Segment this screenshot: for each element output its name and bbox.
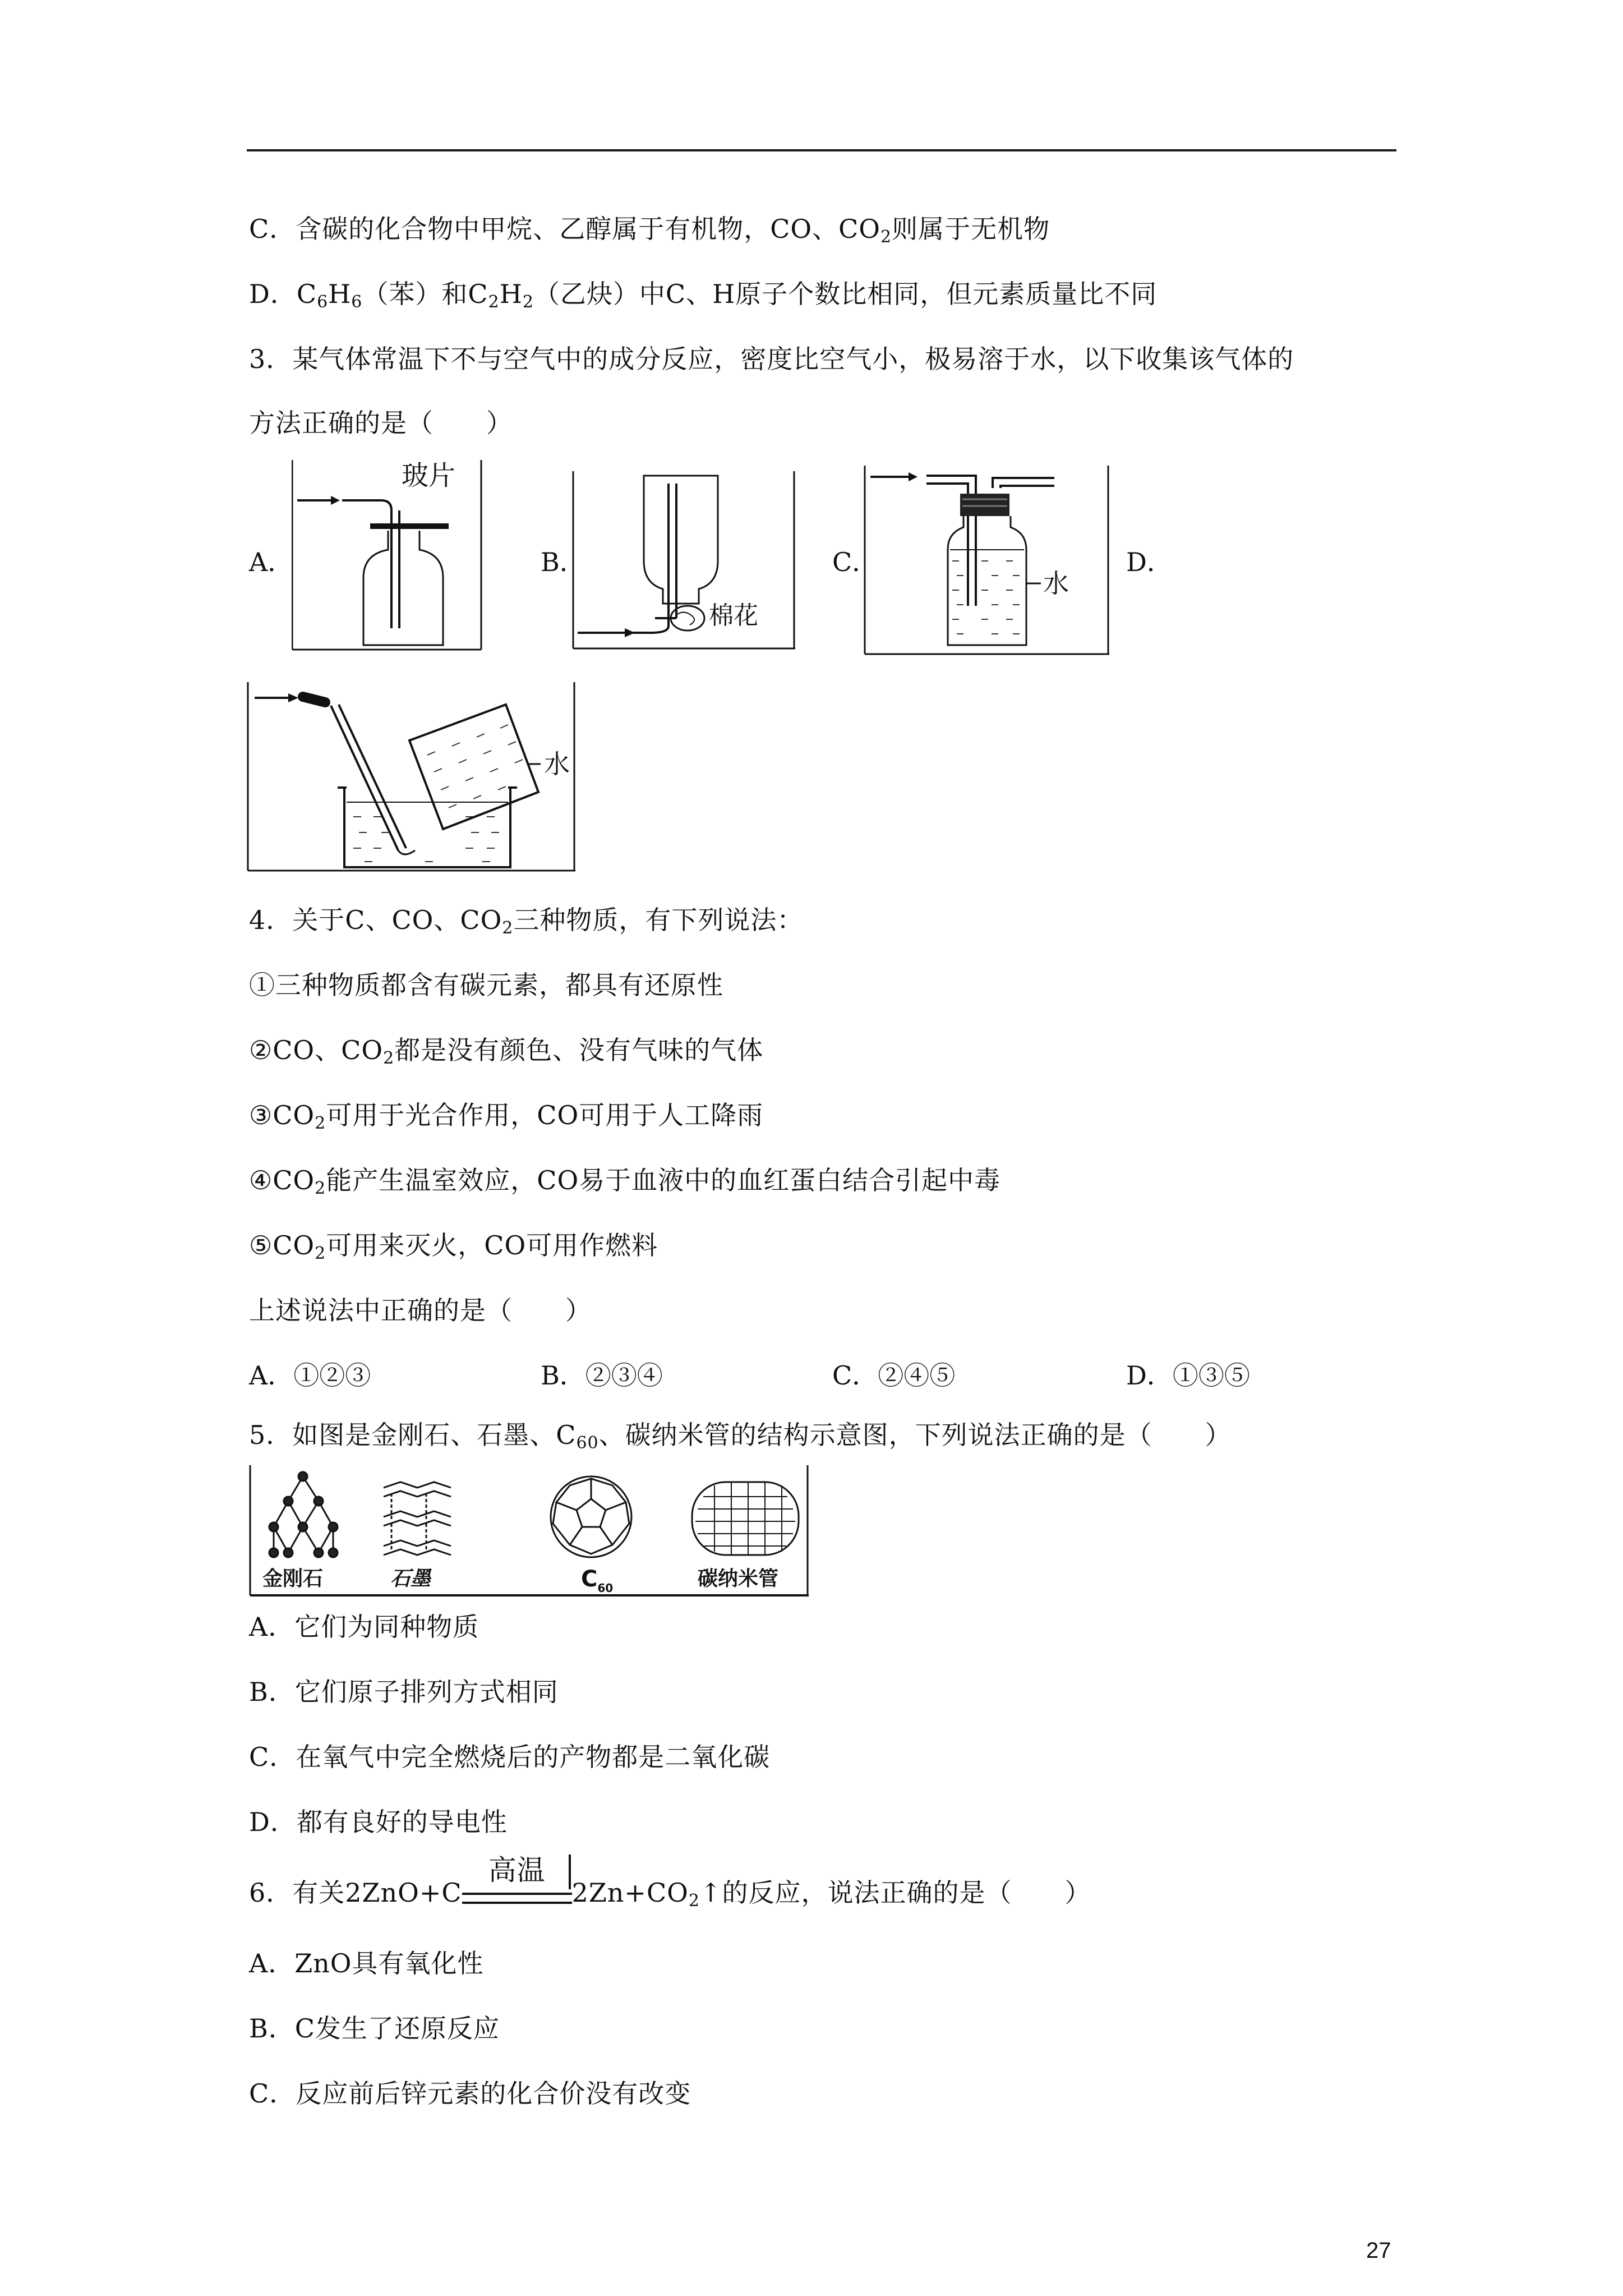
- q3-figure-a-label: 玻片: [402, 460, 456, 491]
- c60-structure-icon: [551, 1476, 631, 1557]
- q5-label-diamond: 金刚石: [262, 1567, 324, 1590]
- graphite-structure-icon: [384, 1482, 451, 1555]
- q4-statement-2: ②CO、$CO_2$都是没有颜色、没有气味的气体: [249, 1035, 764, 1068]
- q4-option-c: C．②④⑤: [832, 1360, 956, 1391]
- q2-option-d: D．$C_6H_6$（苯）和$C_2H_2$（乙炔）中C、H原子个数比相同，但元素质量比不同: [249, 279, 1158, 312]
- q3-stem-line2: 方法正确的是（ ）: [249, 408, 513, 438]
- q5-option-d: D．都有良好的导电性: [249, 1807, 508, 1837]
- q5-stem: 5．如图是金刚石、石墨、$C_{60}$、碳纳米管的结构示意图，下列说法正确的是（ ）: [249, 1420, 1232, 1453]
- reaction-condition: 高温: [462, 1876, 572, 1910]
- q3-figure-d: [247, 682, 578, 873]
- q4-statement-4: $④CO_2$能产生温室效应，CO易于血液中的血红蛋白结合引起中毒: [249, 1165, 1001, 1198]
- page-number: 27: [1366, 2238, 1391, 2263]
- q3-option-a-label: A．: [249, 547, 294, 577]
- q5-label-nanotube: 碳纳米管: [698, 1567, 779, 1590]
- q5-label-graphite: 石墨: [390, 1567, 431, 1590]
- q6-option-a: A．ZnO具有氧化性: [249, 1948, 484, 1978]
- q3-figure-b-label: 棉花: [709, 601, 758, 630]
- q4-statement-1: ①三种物质都含有碳元素，都具有还原性: [249, 970, 723, 1000]
- q4-option-d: D．①③⑤: [1126, 1360, 1250, 1391]
- q5-label-c60: $C_{60}$: [581, 1566, 614, 1595]
- q6-option-c: C．反应前后锌元素的化合价没有改变: [249, 2078, 691, 2109]
- q4-option-a: A．①②③: [249, 1360, 371, 1391]
- q4-statement-3: $③CO_2$可用于光合作用，CO可用于人工降雨: [249, 1100, 764, 1133]
- diamond-structure-icon: [269, 1472, 338, 1557]
- q6-stem: 6．有关2ZnO+C 高温 $2Zn+CO_2↑$的反应，说法正确的是（ ）: [249, 1854, 1091, 1911]
- q3-stem-line1: 3．某气体常温下不与空气中的成分反应，密度比空气小，极易溶于水，以下收集该气体的: [249, 344, 1294, 374]
- q4-question: 上述说法中正确的是（ ）: [249, 1295, 592, 1326]
- q4-statement-5: $⑤CO_2$可用来灭火，CO可用作燃料: [249, 1230, 658, 1263]
- q6-option-b: B．C发生了还原反应: [249, 2013, 500, 2044]
- q3-figure-c-label: 水: [1043, 568, 1069, 599]
- q5-option-b: B．它们原子排列方式相同: [249, 1677, 559, 1707]
- q3-option-d-label: D．: [1126, 547, 1173, 577]
- header-rule: [247, 149, 1396, 151]
- nanotube-structure-icon: [692, 1482, 799, 1555]
- q3-figure-d-label: 水: [544, 749, 570, 779]
- q5-option-a: A．它们为同种物质: [249, 1612, 479, 1642]
- q5-option-c: C．在氧气中完全燃烧后的产物都是二氧化碳: [249, 1742, 771, 1772]
- q3-figure-c: [864, 466, 1110, 656]
- q3-figure-a: [292, 460, 482, 651]
- q4-option-b: B．②③④: [541, 1360, 663, 1391]
- q3-option-c-label: C．: [832, 547, 878, 577]
- q2-option-c: C．含碳的化合物中甲烷、乙醇属于有机物，CO、$CO_2$则属于无机物: [249, 214, 1050, 247]
- q5-structure-figure: [249, 1465, 810, 1596]
- q3-option-b-label: B．: [541, 547, 585, 577]
- q4-stem: 4．关于C、CO、$CO_2$三种物质，有下列说法：: [249, 905, 804, 938]
- q3-figure-b: [572, 471, 796, 651]
